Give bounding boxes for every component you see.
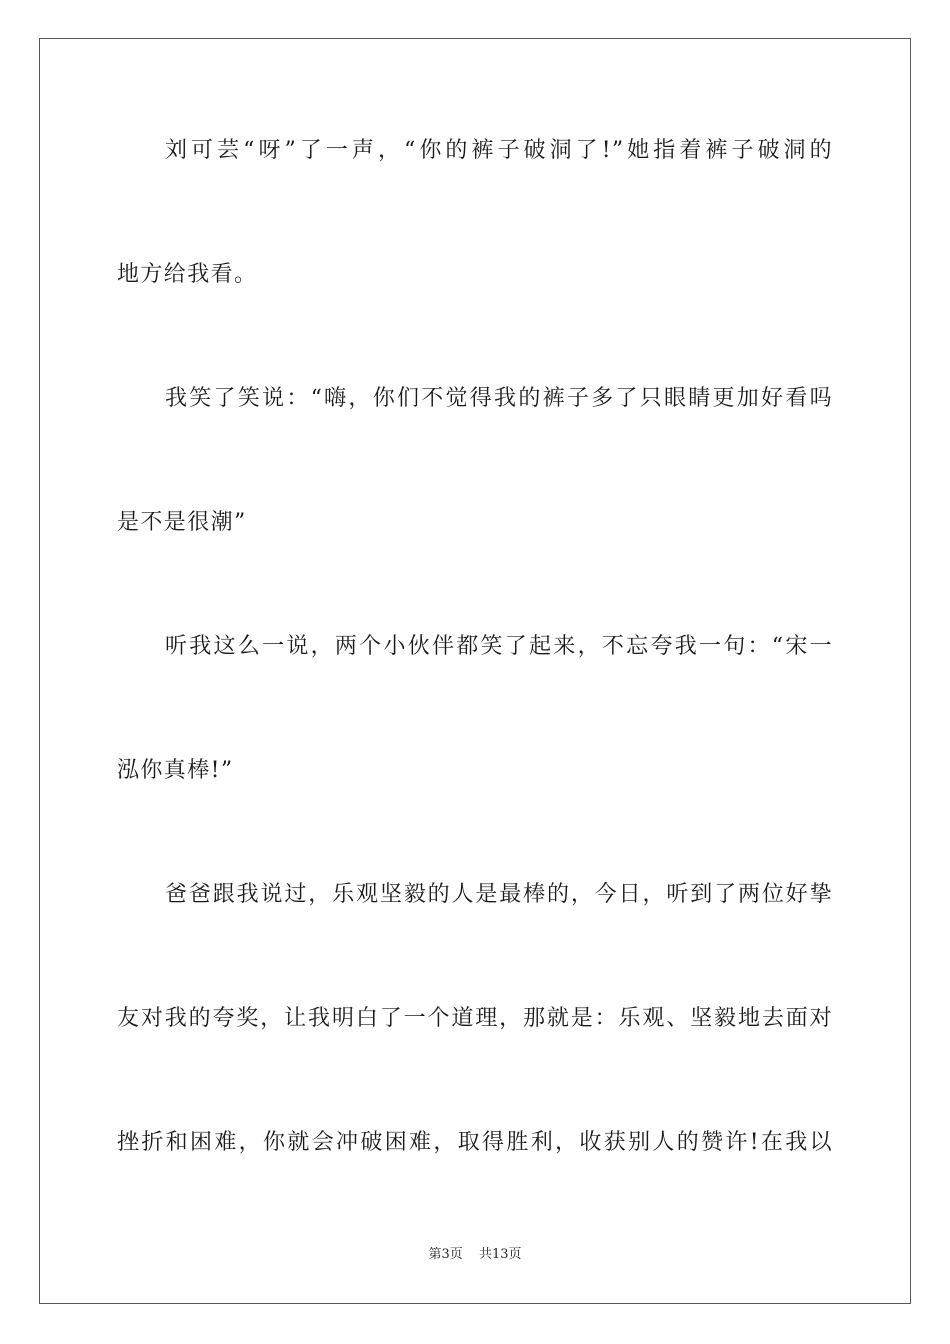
- text-line: 是不是很潮”: [117, 510, 247, 535]
- page-total: 共13页: [478, 1247, 522, 1262]
- text-line: 友对我的夸奖，让我明白了一个道理，那就是：乐观、坚毅地去面对: [117, 1006, 833, 1031]
- text-line: 地方给我看。: [117, 262, 258, 287]
- text-line: 我笑了笑说：“嗨，你们不觉得我的裤子多了只眼睛更加好看吗: [165, 386, 833, 411]
- text-line: 爸爸跟我说过，乐观坚毅的人是最棒的，今日，听到了两位好挚: [165, 882, 833, 907]
- text-line: 挫折和困难，你就会冲破困难，取得胜利，收获别人的赞许!在我以: [117, 1130, 833, 1155]
- text-line: 刘可芸“呀”了一声，“你的裤子破洞了!”她指着裤子破洞的: [165, 138, 833, 163]
- text-line: 泓你真棒!”: [117, 758, 234, 783]
- page-footer: [0, 1246, 950, 1264]
- page-border: [39, 38, 911, 1304]
- page-number: 第3页: [428, 1247, 463, 1262]
- text-line: 听我这么一说，两个小伙伴都笑了起来，不忘夸我一句：“宋一: [165, 634, 833, 659]
